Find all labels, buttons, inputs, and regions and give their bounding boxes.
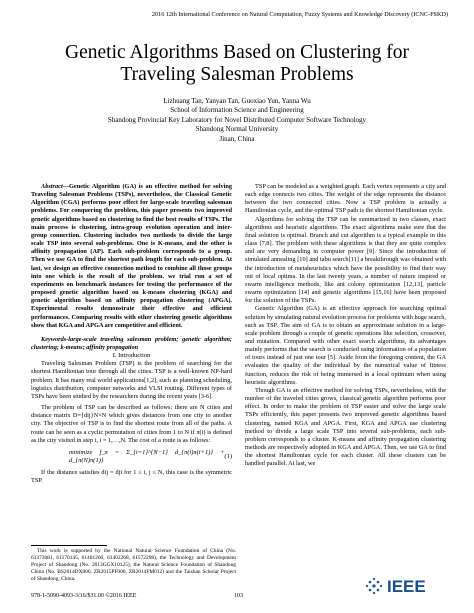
right-paragraph-3: Genetic Algorithm (GA) is an effective approach for searching optimal solution by simulating natural evolution process for problems with huge search, such as TSP. The aim of GA is to obtain an approximate solution in a large-scale problem through a couple of genetic operations like selection, crossover, and mutation. Compared with other exact search algorithms, its advantages mainly performs that the search is conducted using information of a population of tours instead of just one tour [5]. Aside from the foregoing content, the GA evaluates the quality of the individual by the numerical value of fitness function, reduces the risk of being immersed in a local optimum when using heuristic algorithms. bbox=[245, 305, 446, 386]
ieee-logo-icon bbox=[365, 576, 455, 596]
ieee-logo-text: IEEE bbox=[387, 577, 426, 596]
conference-header: 2016 12th International Conference on Natural Computation, Fuzzy Systems and Knowledge Discovery (ICNC-FSKD) bbox=[151, 11, 448, 18]
author-names: Lizhuang Tan, Yanyan Tan, Guoxiao Yun, Yanna Wu bbox=[163, 97, 311, 105]
abstract bbox=[31, 183, 232, 330]
paper-title bbox=[0, 42, 474, 86]
equation-number: (1) bbox=[224, 452, 232, 460]
equation-body: minimize f_π = Σ_{i=1}^{N−1} d_{π(i)π(i+1)} + d_{π(N)π(1)} bbox=[69, 448, 225, 464]
right-paragraph-1: TSP can be modeled as a weighted graph. Each vertex represents a city and each edge connects two cities. The weight of the edge represents the distance between the two connected cities. Now a TSP problem is actually a Hamiltonian cycle, and the optimal TSP path is the shortest Hamiltonian cycle. bbox=[245, 183, 446, 215]
funding-footnote bbox=[31, 548, 236, 583]
right-paragraph-2: Algorithms for solving the TSP can be summarized in two classes, exact algorithms and heuristic algorithms. The exact algorithms make sure that the final solution is optimal. Branch and cut algorithm is a typical example in this class [7,8]. The problem with these algorithms is that they are quite complex and are very demanding in computer power [9]. Since the introduction of simulated annealing [10] and tabu search[11] a breakthrough was obtained with the introduction of metaheuristics which have the possibility to find their way out of local optima. In the last twenty years, a number of nature inspired or swarm intelligence methods, like ant colony optimization [12,13], particle swarm optimization [14] and genetic algorithms [15,16] have been proposed for the solution of the TSPs. bbox=[245, 215, 446, 305]
isbn-copyright: 978-1-5090-4093-3/16/$31.00 ©2016 IEEE bbox=[31, 593, 137, 599]
intro-paragraph-3: If the distance satisfies dij = dji for 1 ≤ i, j ≤ N, this case is the symmetric TSP. bbox=[31, 469, 232, 485]
affiliation-city: Jinan, China bbox=[219, 134, 255, 143]
affiliation-lab: Shandong Provincial Key Laboratory for Novel Distributed Computer Software Technology bbox=[107, 115, 367, 124]
section-heading-introduction: I. Introduction bbox=[112, 352, 151, 360]
footnote-divider bbox=[31, 545, 107, 546]
funding-text: This work is supported by the National Natural Science Foundation of China (No. 61373081, 61170145, 61401260, 61402268, 61572298), the Technology and Development Project of Shandong (No. 2013GGX10125), the Natural Science Foundation of Shandong China (No. BS2014DX006, ZR2015PF006, ZR2014FM012) and the Taishan Scholar Project of Shandong, China. bbox=[31, 548, 236, 582]
page-number: 103 bbox=[234, 593, 243, 599]
equation-1 bbox=[31, 449, 232, 465]
abstract-lead: Abstract bbox=[41, 183, 63, 190]
page-footer bbox=[31, 593, 331, 599]
affiliation-school: School of Information Science and Engineering bbox=[170, 106, 304, 115]
left-column bbox=[31, 183, 232, 485]
right-paragraph-4: Though GA is an effective method for solving TSPs, nevertheless, with the number of the traveled cities grows, classical genetic algorithm performs poor effect. In order to make the problem of TSP easier and solve the large scale TSPs efficiently, this paper presents two improved genetic algorithms based clustering, named KGA and APGA. First, KGA and APGA use clustering method to divide a large scale TSP into several sub-problems, each sub-problem corresponds to a cluster. K-means and affinity propagation clustering methods are respectively adopted in KGA and APGA. Then, we use GA to find the shortest Hamiltonian cycle for each cluster. All these clusters can be handled parallel. At last, we bbox=[245, 386, 446, 468]
title-line-1: Genetic Algorithms Based on Clustering for bbox=[65, 42, 409, 63]
author-block bbox=[0, 97, 474, 144]
title-line-2: Traveling Salesman Problems bbox=[120, 64, 354, 85]
abstract-text: —Genetic Algorithm (GA) is an effective method for solving Traveling Salesman Problems (TSPs), nevertheless, the Classical Genetic Algorithm (CGA) performs poor effect for large-scale traveling salesman problems. For conquering the problem, this paper presents two improved genetic algorithms based on clustering to find the best results of TSPs. The main process is clustering, intra-group evolution operation and inter-group connection. Clustering includes two methods to divide the large scale TSP into several sub-problems. One is K-means, and the other is affinity propagation (AP). Each sub-problem corresponds to a group. Then we use GA to find the shortest path length for each sub-problem. At last, we design an effective connection method to combine all those groups into one which is the result of the problem. we trial run a set of experiments on benchmark instances for testing the performance of the proposed genetic algorithm based on k-means clustering (KGA) and genetic algorithm based on affinity propagation clustering (APGA). Experimental results demonstrate their effective and efficient performances. Comparing results with other clustering genetic algorithms show that KGA and APGA are competitive and efficient. bbox=[31, 183, 232, 329]
affiliation-university: Shandong Normal University bbox=[195, 125, 279, 134]
keywords: Keywords-large-scale traveling salesman problem; genetic algorithm; clustering; k-means; affinity propagation bbox=[31, 335, 232, 351]
intro-paragraph-2: The problem of TSP can be described as follows: there are N cities and distance matrix D={dij}N×N which gives distances from one city to another city. The objective of TSP is to find the shortest route from all of the paths. A route can be seen as a cyclic permutation of cities from 1 to N if π(i) is defined as the city visited in step i, i = 1,…,N. The cost of a route is as follows: bbox=[31, 404, 232, 444]
intro-paragraph-1: Traveling Salesman Problem (TSP) is the problem of searching for the shortest Hamiltonian tour through all the cities. TSP is a well-known NP-hard problem. It has many real world applications[1,2], such as planning scheduling, logistics distribution, computer networks and VLSI routing. Different types of TSPs have been studied by the researchers during the recent years [3-6]. bbox=[31, 360, 232, 400]
right-column bbox=[245, 183, 446, 468]
